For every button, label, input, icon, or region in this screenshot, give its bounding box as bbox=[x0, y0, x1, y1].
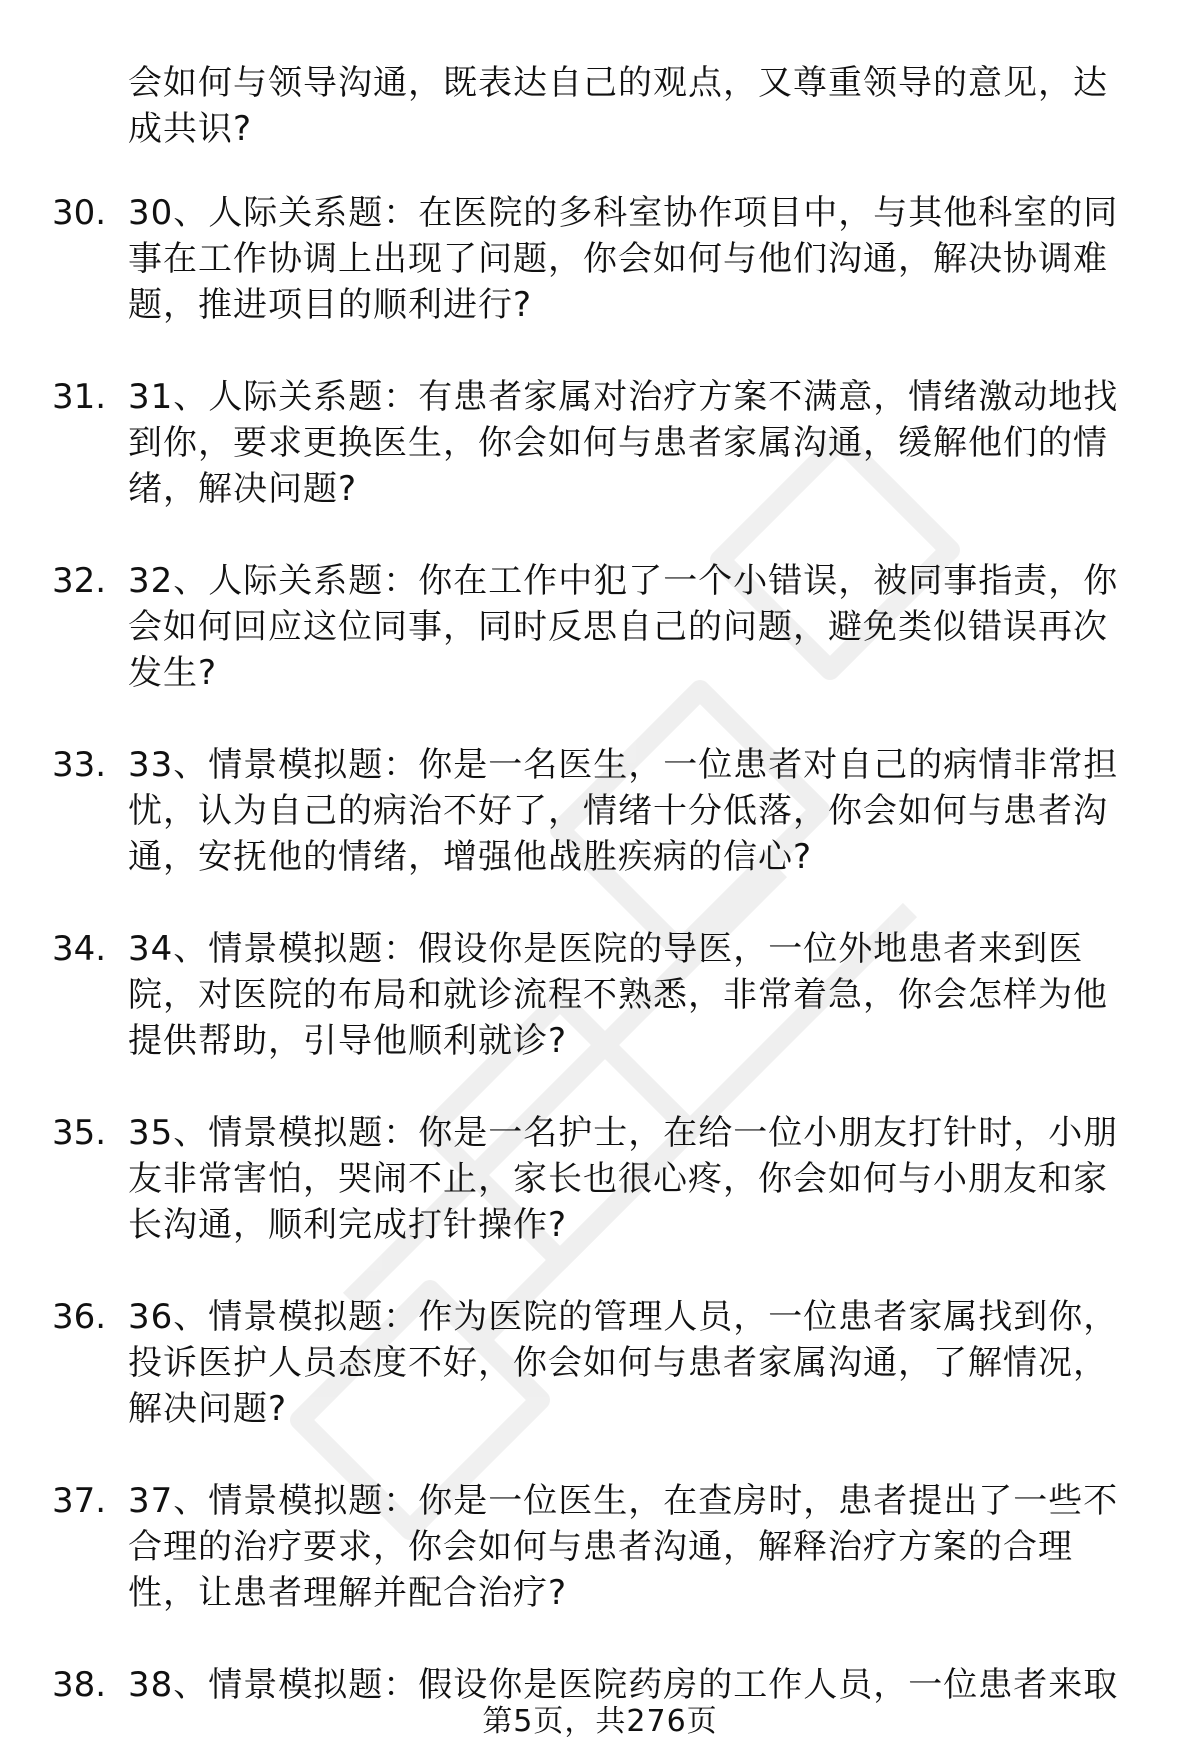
list-item bbox=[0, 1478, 1200, 1662]
item-text: 33、情景模拟题：你是一名医生，一位患者对自己的病情非常担忧，认为自己的病治不好了，情绪十分低落，你会如何与患者沟通，安抚他的情绪，增强他战胜疾病的信心? bbox=[128, 745, 1119, 877]
list-item bbox=[0, 1110, 1200, 1294]
item-number: 31. bbox=[52, 377, 107, 417]
list-item bbox=[0, 742, 1200, 926]
item-number: 35. bbox=[52, 1113, 107, 1153]
item-text: 31、人际关系题：有患者家属对治疗方案不满意，情绪激动地找到你，要求更换医生，你会如何与患者家属沟通，缓解他们的情绪，解决问题? bbox=[128, 377, 1119, 509]
list-item bbox=[0, 1294, 1200, 1478]
list-item bbox=[0, 374, 1200, 558]
item-text: 38、情景模拟题：假设你是医院药房的工作人员，一位患者来取 bbox=[128, 1665, 1119, 1705]
item-number: 33. bbox=[52, 745, 107, 785]
list-item bbox=[0, 558, 1200, 742]
item-text: 32、人际关系题：你在工作中犯了一个小错误，被同事指责，你会如何回应这位同事，同时反思自己的问题，避免类似错误再次发生? bbox=[128, 561, 1119, 693]
page-number-footer: 第5页，共276页 bbox=[482, 1704, 718, 1739]
item-number: 36. bbox=[52, 1297, 107, 1337]
question-list bbox=[0, 190, 1200, 1722]
list-item bbox=[0, 926, 1200, 1110]
item-number: 34. bbox=[52, 929, 107, 969]
item-number: 32. bbox=[52, 561, 107, 601]
item-text: 37、情景模拟题：你是一位医生，在查房时，患者提出了一些不合理的治疗要求，你会如何与患者沟通，解释治疗方案的合理性，让患者理解并配合治疗? bbox=[128, 1481, 1119, 1613]
continued-paragraph: 会如何与领导沟通，既表达自己的观点，又尊重领导的意见，达成共识? bbox=[128, 63, 1108, 149]
item-text: 35、情景模拟题：你是一名护士，在给一位小朋友打针时，小朋友非常害怕，哭闹不止，家长也很心疼，你会如何与小朋友和家长沟通，顺利完成打针操作? bbox=[128, 1113, 1119, 1245]
item-number: 30. bbox=[52, 193, 107, 233]
item-text: 36、情景模拟题：作为医院的管理人员，一位患者家属找到你，投诉医护人员态度不好，你会如何与患者家属沟通，了解情况，解决问题? bbox=[128, 1297, 1119, 1429]
item-text: 34、情景模拟题：假设你是医院的导医，一位外地患者来到医院，对医院的布局和就诊流程不熟悉，非常着急，你会怎样为他提供帮助，引导他顺利就诊? bbox=[128, 929, 1108, 1061]
item-number: 38. bbox=[52, 1665, 107, 1705]
list-item bbox=[0, 190, 1200, 374]
item-number: 37. bbox=[52, 1481, 107, 1521]
item-text: 30、人际关系题：在医院的多科室协作项目中，与其他科室的同事在工作协调上出现了问题，你会如何与他们沟通，解决协调难题，推进项目的顺利进行? bbox=[128, 193, 1119, 325]
